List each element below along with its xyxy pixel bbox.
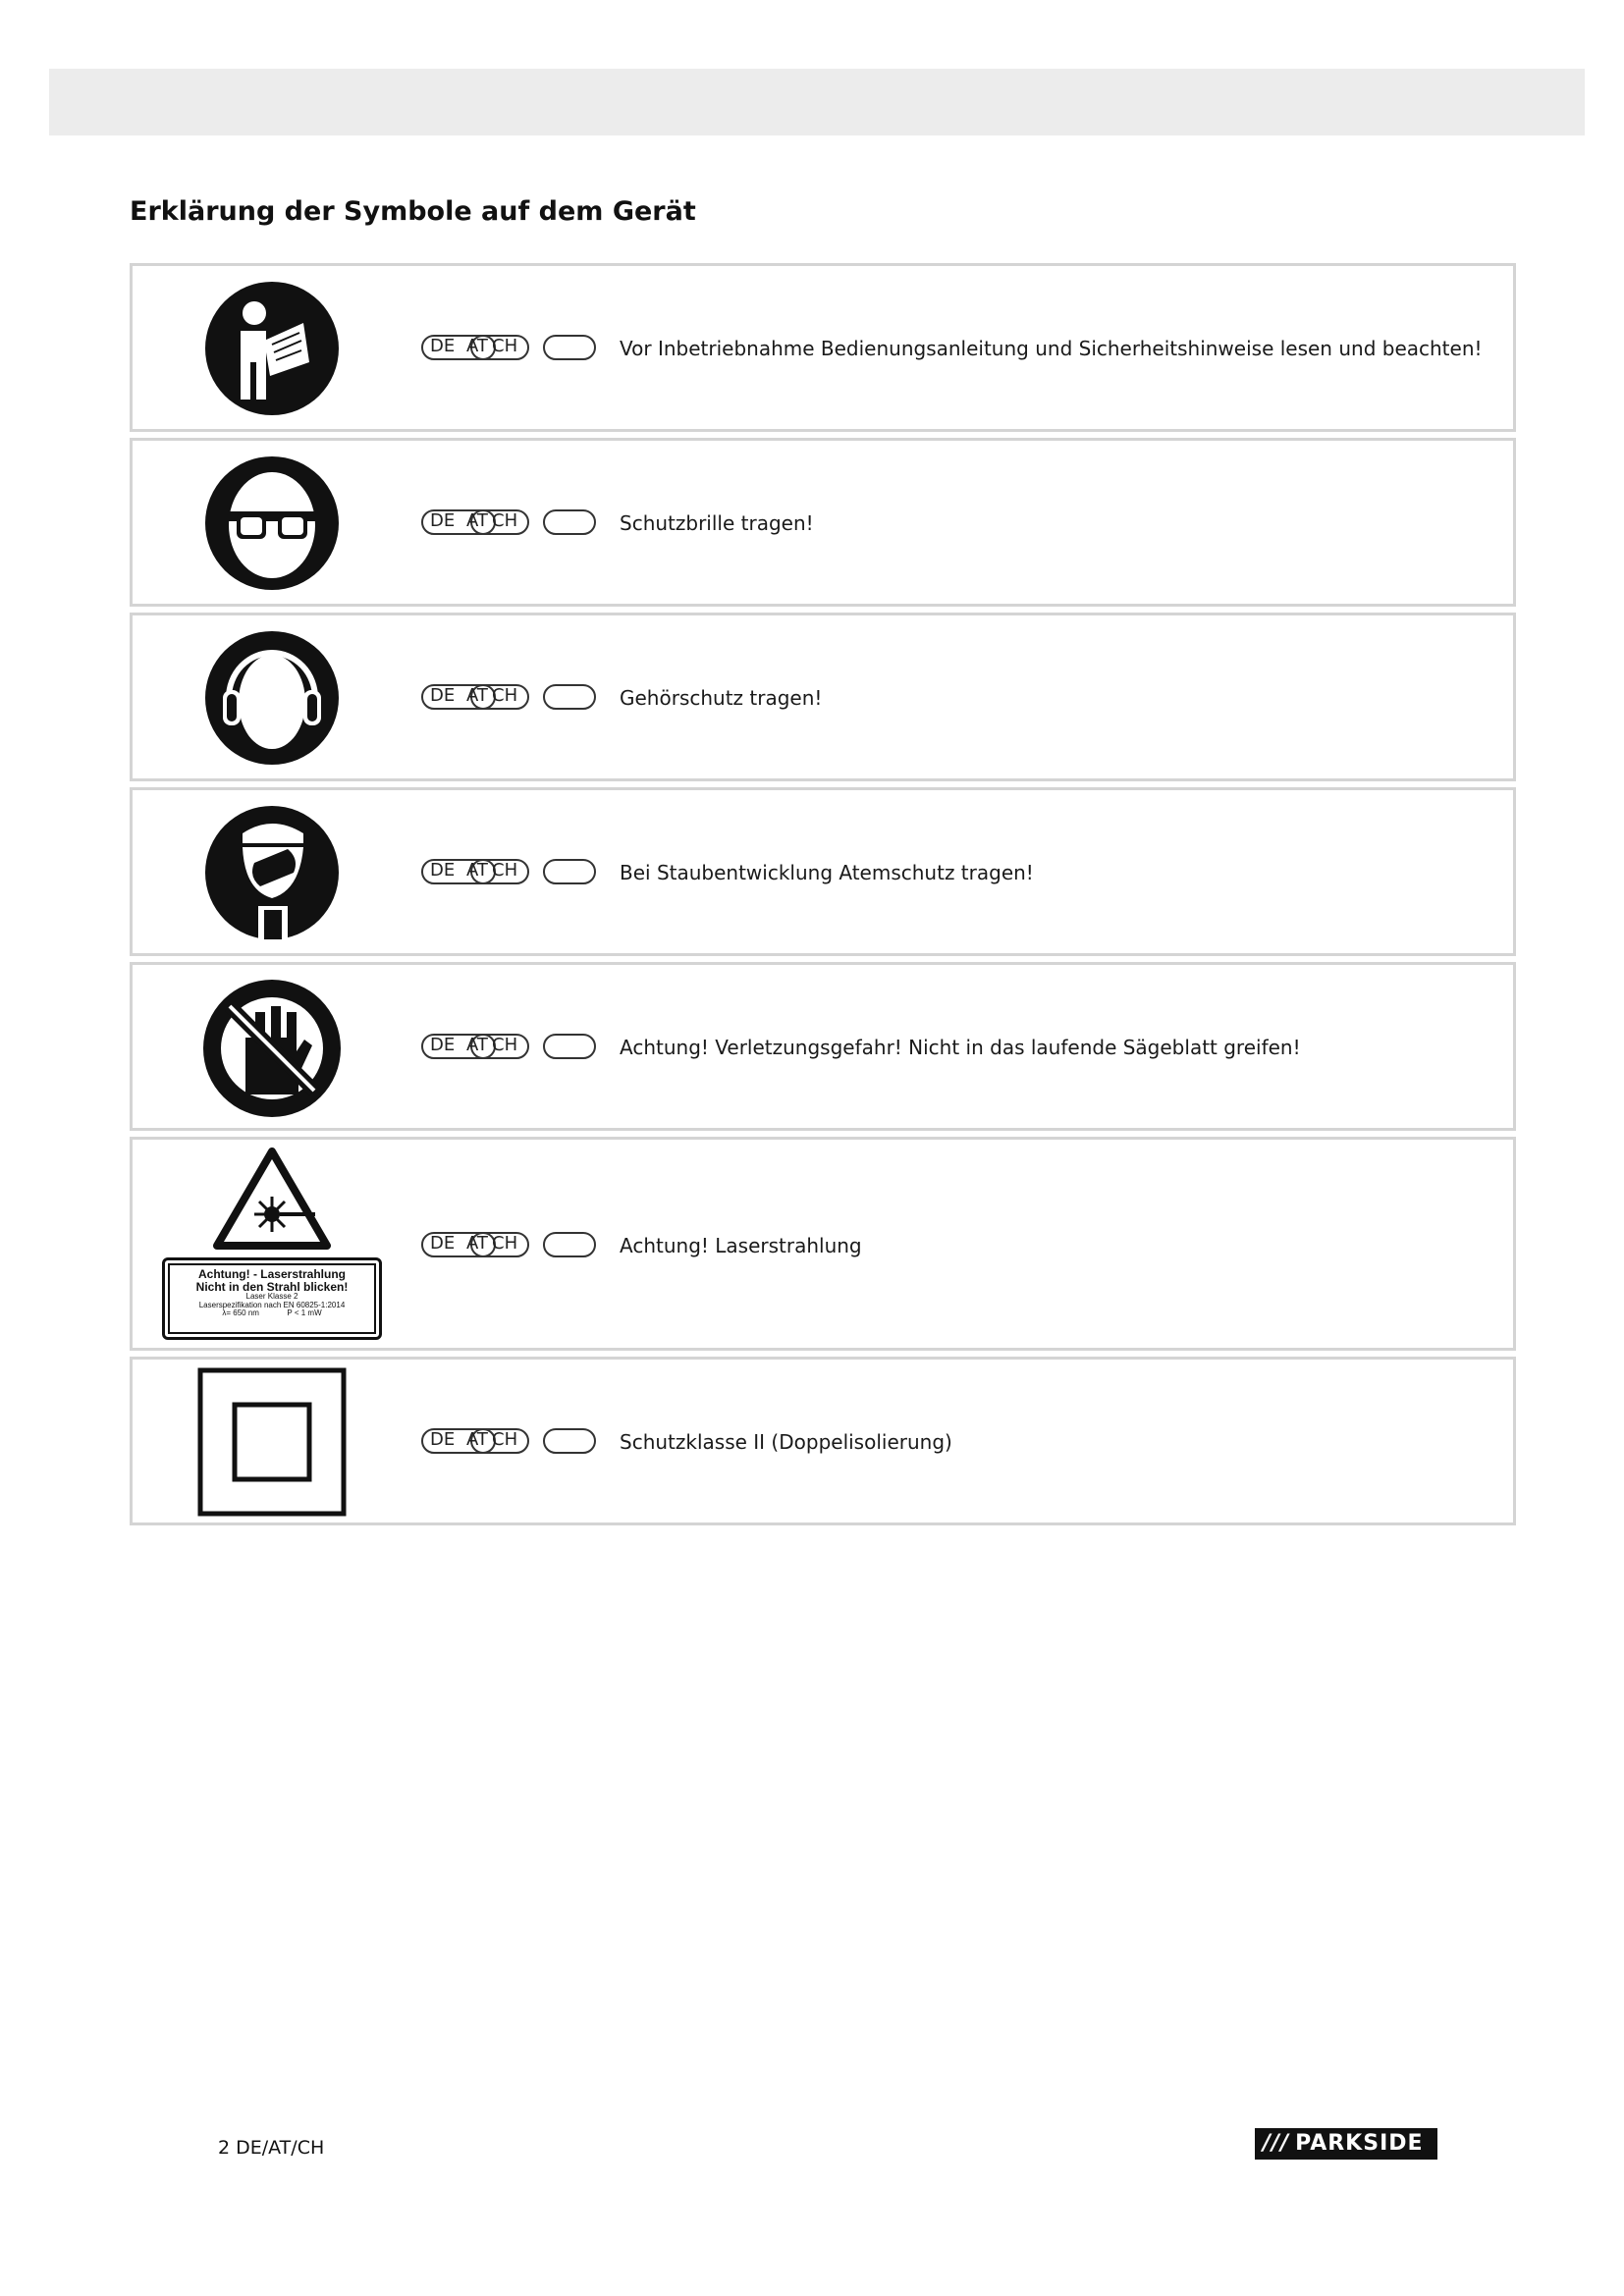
lang-ch: CH: [492, 1035, 518, 1055]
lang-at: AT: [466, 1429, 488, 1450]
symbol-row: [130, 1137, 1516, 1351]
lang-at: AT: [466, 1035, 488, 1055]
language-codes: [421, 335, 596, 362]
lang-at: AT: [466, 336, 488, 356]
safety-goggles-icon: [203, 454, 341, 592]
lang-at: AT: [466, 1233, 488, 1254]
lang-at: AT: [466, 685, 488, 706]
symbol-description: Schutzklasse II (Doppelisolierung): [620, 1430, 952, 1454]
ear-protection-icon: [203, 629, 341, 767]
brand-mark: ///: [1263, 2131, 1290, 2156]
lang-de: DE: [430, 1035, 456, 1055]
laser-label-line: Achtung! - Laserstrahlung: [197, 1267, 346, 1281]
laser-power: P < 1 mW: [287, 1308, 322, 1317]
symbol-row: [130, 962, 1516, 1131]
double-insulation-icon: [197, 1367, 347, 1517]
language-codes: [421, 1232, 596, 1259]
lang-ch: CH: [492, 336, 518, 356]
no-hands-icon: [200, 977, 344, 1120]
laser-label-line: Laserspezifikation nach EN 60825-1:2014: [198, 1300, 346, 1309]
lang-de: DE: [430, 860, 456, 881]
lang-de: DE: [430, 1233, 456, 1254]
language-codes: [421, 1034, 596, 1061]
page-number: 2 DE/AT/CH: [218, 2137, 325, 2159]
lang-ch: CH: [492, 685, 518, 706]
header-band: [49, 69, 1585, 135]
symbol-row: [130, 438, 1516, 607]
symbol-row: [130, 613, 1516, 781]
brand-name: PARKSIDE: [1295, 2131, 1424, 2156]
laser-label-line: Laser Klasse 2: [245, 1292, 298, 1302]
language-codes: [421, 859, 596, 886]
symbol-description: Achtung! Laserstrahlung: [620, 1234, 862, 1257]
symbol-row: [130, 787, 1516, 956]
symbol-description: Bei Staubentwicklung Atemschutz tragen!: [620, 861, 1034, 884]
symbol-description: Achtung! Verletzungsgefahr! Nicht in das laufende Sägeblatt greifen!: [620, 1036, 1301, 1059]
language-codes: [421, 509, 596, 537]
brand-logo: [1255, 2128, 1437, 2160]
laser-label-line: Nicht in den Strahl blicken!: [195, 1279, 349, 1294]
language-codes: [421, 684, 596, 712]
lang-ch: CH: [492, 510, 518, 531]
lang-de: DE: [430, 1429, 456, 1450]
symbol-description: Gehörschutz tragen!: [620, 686, 823, 710]
laser-warning-icon: [213, 1148, 331, 1250]
symbol-row: [130, 263, 1516, 432]
symbol-description: Schutzbrille tragen!: [620, 511, 814, 535]
laser-label: [162, 1257, 382, 1340]
lang-at: AT: [466, 860, 488, 881]
lang-de: DE: [430, 336, 456, 356]
lang-ch: CH: [492, 1429, 518, 1450]
lang-de: DE: [430, 685, 456, 706]
page-title: Erklärung der Symbole auf dem Gerät: [130, 196, 696, 227]
lang-de: DE: [430, 510, 456, 531]
lang-ch: CH: [492, 1233, 518, 1254]
read-manual-icon: [203, 280, 341, 417]
lang-at: AT: [466, 510, 488, 531]
symbol-row: [130, 1357, 1516, 1525]
language-codes: [421, 1428, 596, 1456]
respirator-mask-icon: [203, 804, 341, 941]
laser-wavelength: λ= 650 nm: [222, 1308, 259, 1317]
lang-ch: CH: [492, 860, 518, 881]
symbol-description: Vor Inbetriebnahme Bedienungsanleitung und Sicherheitshinweise lesen und beachten!: [620, 337, 1483, 360]
